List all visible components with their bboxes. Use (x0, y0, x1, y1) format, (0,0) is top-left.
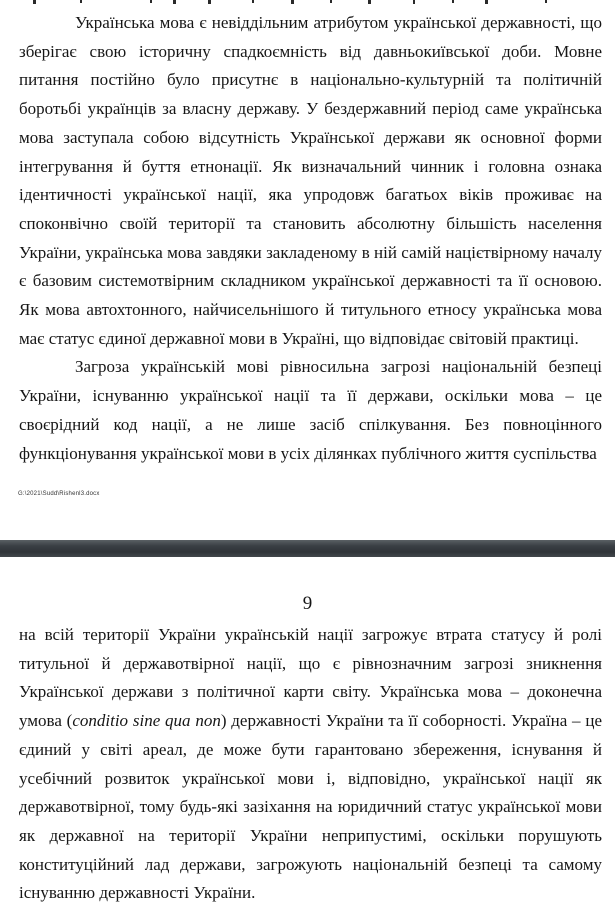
page-bottom-text-block (19, 621, 602, 908)
page-number: 9 (302, 593, 313, 614)
page-top-text-block (19, 9, 602, 468)
clipped-glyph-mark (330, 0, 332, 3)
clipped-glyph-mark (291, 0, 294, 4)
clipped-glyph-mark (80, 0, 82, 3)
paragraph-text: на всій території України українській нації загрожує втрата статусу й ролі титульної й державотвірної нації, що є рівнозначним загрозі зникнення Української держави з політичної карти світу. Українська мова – доконечна умова ( (19, 625, 602, 731)
clipped-glyph-mark (173, 0, 176, 4)
paragraph: Українська мова є невіддільним атрибутом української державності, що зберігає свою історичну спадкоємність від давньокиївської доби. Мовне питання постійно було присутнє в національно-культурній та політичній боротьбі українців за власну державу. У бездержавний період саме українська мова заступала собою відсутність Української держави як основної форми інтегрування й буття етнонації. Як визначальний чинник і головна ознака ідентичності української нації, яка упродовж багатьох віків проживає на споконвічно своїй території та становить абсолютну більшість населення України, українська мова завдяки закладеному в ній самій націєтвірному началу є базовим системотвірним складником української державності та її основою. Як мова автохтонного, найчисельнішого й титульного етносу українська мова має статус єдиної державної мови в Україні, що відповідає світовій практиці. (19, 13, 602, 348)
clipped-glyph-mark (545, 0, 547, 3)
clipped-glyph-mark (368, 0, 371, 4)
paragraph: Загроза українській мові рівносильна загрозі національній безпеці України, існуванню української нації та її держави, оскільки мова – це своєрідний код нації, а не лише засіб спілкування. Без повноцінного функціонування української мови в усіх ділянках публічного життя суспільства (19, 357, 602, 463)
document-footer-file-path: G:\2021\Sudd\Rishenl3.docx (18, 491, 100, 497)
clipped-glyph-mark (452, 0, 454, 3)
clipped-glyph-mark (150, 0, 152, 3)
paragraph-text: ) державності України та її соборності. Україна – це єдиний у світі ареал, де може бути гарантовано збереження, існування й усебічний розвиток української мови і, відповідно, української нації як державотвірної, тому будь-які зазіхання на юридичний статус української мови як державної на території України неприпустимі, оскільки порушують конституційний лад держави, загрожують національній безпеці та самому існуванню державності України. (19, 711, 602, 903)
paragraph (19, 621, 602, 908)
page-break-divider (0, 540, 615, 557)
clipped-glyph-mark (33, 0, 36, 4)
clipped-text-line-fragments (0, 0, 615, 5)
clipped-glyph-mark (485, 0, 488, 4)
clipped-glyph-mark (208, 0, 211, 4)
latin-phrase-italic: conditio sine qua non (72, 711, 221, 731)
clipped-glyph-mark (252, 0, 254, 3)
clipped-glyph-mark (413, 0, 415, 4)
